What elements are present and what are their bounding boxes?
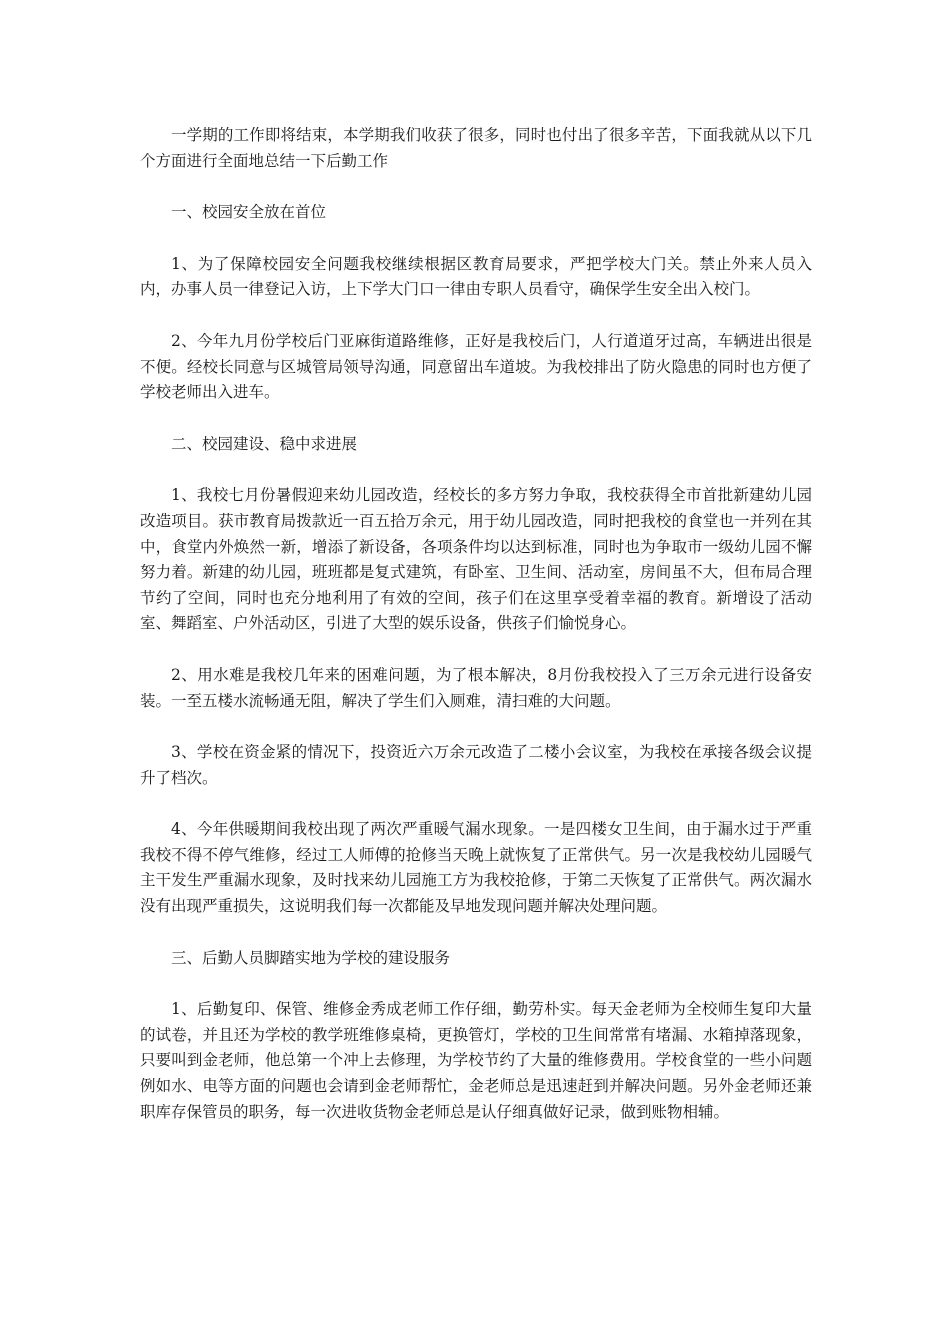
section-2-paragraph-2: 2、用水难是我校几年来的困难问题，为了根本解决，8月份我校投入了三万余元进行设备安装。一至五楼水流畅通无阻，解决了学生们入厕难，清扫难的大问题。 — [140, 665, 812, 710]
section-1-paragraph-2: 2、今年九月份学校后门亚麻街道路维修，正好是我校后门，人行道道牙过高，车辆进出很是不便。经校长同意与区城管局领导沟通，同意留出车道坡。为我校排出了防火隐患的同时也方便了学校老师出入进车。 — [140, 331, 812, 402]
document-page — [140, 123, 812, 1151]
section-1-paragraph-1: 1、为了保障校园安全问题我校继续根据区教育局要求，严把学校大门关。禁止外来人员入内，办事人员一律登记入访，上下学大门口一律由专职人员看守，确保学生安全出入校门。 — [140, 254, 812, 299]
intro-paragraph: 一学期的工作即将结束，本学期我们收获了很多，同时也付出了很多辛苦，下面我就从以下几个方面进行全面地总结一下后勤工作 — [140, 126, 812, 170]
section-2-heading: 二、校园建设、稳中求进展 — [171, 434, 358, 453]
section-1-heading: 一、校园安全放在首位 — [171, 203, 327, 222]
section-3-paragraph-1: 1、后勤复印、保管、维修金秀成老师工作仔细，勤劳朴实。每天金老师为全校师生复印大量的试卷，并且还为学校的教学班维修桌椅，更换管灯，学校的卫生间常常有堵漏、水箱掉落现象，只要叫到金老师，他总第一个冲上去修理，为学校节约了大量的维修费用。学校食堂的一些小问题例如水、电等方面的问题也会请到金老师帮忙，金老师总是迅速赶到并解决问题。另外金老师还兼职库存保管员的职务，每一次进收货物金老师总是认仔细真做好记录，做到账物相辅。 — [140, 1000, 812, 1121]
section-2-paragraph-3: 3、学校在资金紧的情况下，投资近六万余元改造了二楼小会议室，为我校在承接各级会议提升了档次。 — [140, 743, 812, 787]
section-3-heading: 三、后勤人员脚踏实地为学校的建设服务 — [171, 948, 451, 967]
section-2-paragraph-4: 4、今年供暖期间我校出现了两次严重暖气漏水现象。一是四楼女卫生间，由于漏水过于严重我校不得不停气维修，经过工人师傅的抢修当天晚上就恢复了正常供气。另一次是我校幼儿园暖气主干发生严重漏水现象，及时找来幼儿园施工方为我校抢修，于第二天恢复了正常供气。两次漏水没有出现严重损失，这说明我们每一次都能及早地发现问题并解决处理问题。 — [140, 820, 812, 916]
section-2-paragraph-1: 1、我校七月份暑假迎来幼儿园改造，经校长的多方努力争取，我校获得全市首批新建幼儿园改造项目。获市教育局拨款近一百五拾万余元，用于幼儿园改造，同时把我校的食堂也一并列在其中，食堂内外焕然一新，增添了新设备，各项条件均以达到标准，同时也为争取市一级幼儿园不懈努力着。新建的幼儿园，班班都是复式建筑，有卧室、卫生间、活动室，房间虽不大，但布局合理节约了空间，同时也充分地利用了有效的空间，孩子们在这里享受着幸福的教育。新增设了活动室、舞蹈室、户外活动区，引进了大型的娱乐设备，供孩子们愉悦身心。 — [140, 486, 812, 633]
